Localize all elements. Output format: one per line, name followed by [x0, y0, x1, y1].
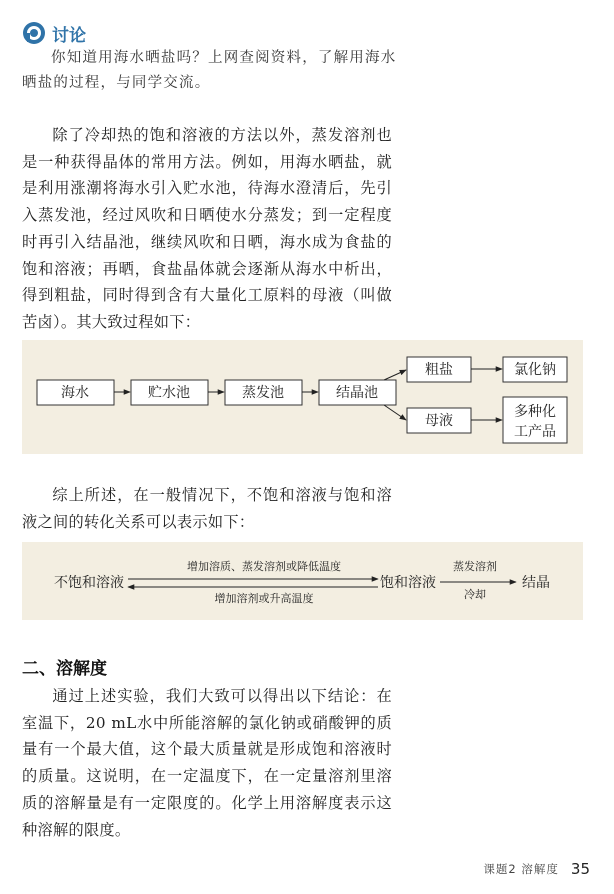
flow-arrow-to-crude-salt	[384, 370, 406, 380]
conversion-crystal-condition-top: 蒸发溶剂	[453, 560, 497, 573]
paragraph-evaporation-text: 除了冷却热的饱和溶液的方法以外，蒸发溶剂也是一种获得晶体的常用方法。例如，用海水晒盐，就是利用涨潮将海水引入贮水池，待海水澄清后，先引入蒸发池，经过风吹和日晒使水分蒸发；到一定程度时再引入结晶池，继续风吹和日晒，海水成为食盐的饱和溶液；再晒，食盐晶体就会逐渐从海水中析出，得到粗盐，同时得到含有大量化工原料的母液（叫做苦卤）。其大致过程如下：	[22, 126, 392, 331]
paragraph-evaporation	[22, 122, 392, 336]
flow-label-sodium-chloride: 氯化钠	[514, 362, 556, 378]
discussion-text-block	[22, 46, 402, 96]
conversion-crystal: 结晶	[522, 575, 550, 591]
conversion-diagram-svg	[22, 542, 583, 620]
conversion-forward-condition: 增加溶质、蒸发溶剂或降低温度	[187, 560, 341, 573]
conversion-crystal-condition-bottom: 冷却	[464, 588, 486, 601]
section-title-solubility: 二、溶解度	[22, 659, 107, 679]
solution-conversion-diagram	[22, 542, 583, 620]
conversion-backward-condition: 增加溶剂或升高温度	[214, 592, 314, 605]
flow-label-crude-salt: 粗盐	[425, 362, 453, 378]
flow-label-evaporation-pond: 蒸发池	[242, 385, 284, 401]
flow-label-chemical-products-line2: 工产品	[514, 424, 556, 440]
conversion-unsaturated: 不饱和溶液	[54, 575, 124, 591]
paragraph-solubility	[22, 683, 392, 843]
flow-arrow-to-mother-liquor	[384, 405, 406, 420]
flow-label-reservoir: 贮水池	[148, 385, 190, 401]
flow-label-mother-liquor: 母液	[425, 413, 453, 429]
flow-label-seawater: 海水	[61, 385, 89, 401]
paragraph-summary	[22, 482, 392, 535]
conversion-saturated: 饱和溶液	[380, 575, 436, 591]
flow-label-chemical-products-line1: 多种化	[514, 404, 556, 420]
discussion-header	[22, 20, 86, 46]
flow-diagram-svg	[22, 340, 583, 454]
page-footer	[483, 860, 590, 878]
discussion-title: 讨论	[52, 25, 86, 46]
footer-chapter-title: 课题2 溶解度	[483, 862, 559, 876]
sea-salt-flow-diagram	[22, 340, 583, 454]
paragraph-solubility-text: 通过上述实验，我们大致可以得出以下结论：在室温下，20 mL水中所能溶解的氯化钠或硝酸钾的质量有一个最大值，这个最大质量就是形成饱和溶液时的质量。这说明，在一定温度下，在一定量溶剂里溶质的溶解量是有一定限度的。化学上用溶解度表示这种溶解的限度。	[22, 687, 392, 839]
page-number: 35	[570, 860, 590, 878]
flow-label-crystallization-pond: 结晶池	[336, 385, 378, 401]
paragraph-summary-text: 综上所述，在一般情况下，不饱和溶液与饱和溶液之间的转化关系可以表示如下：	[22, 486, 392, 531]
discussion-text: 你知道用海水晒盐吗？上网查阅资料，了解用海水晒盐的过程，与同学交流。	[22, 50, 397, 91]
discussion-icon	[22, 21, 46, 45]
